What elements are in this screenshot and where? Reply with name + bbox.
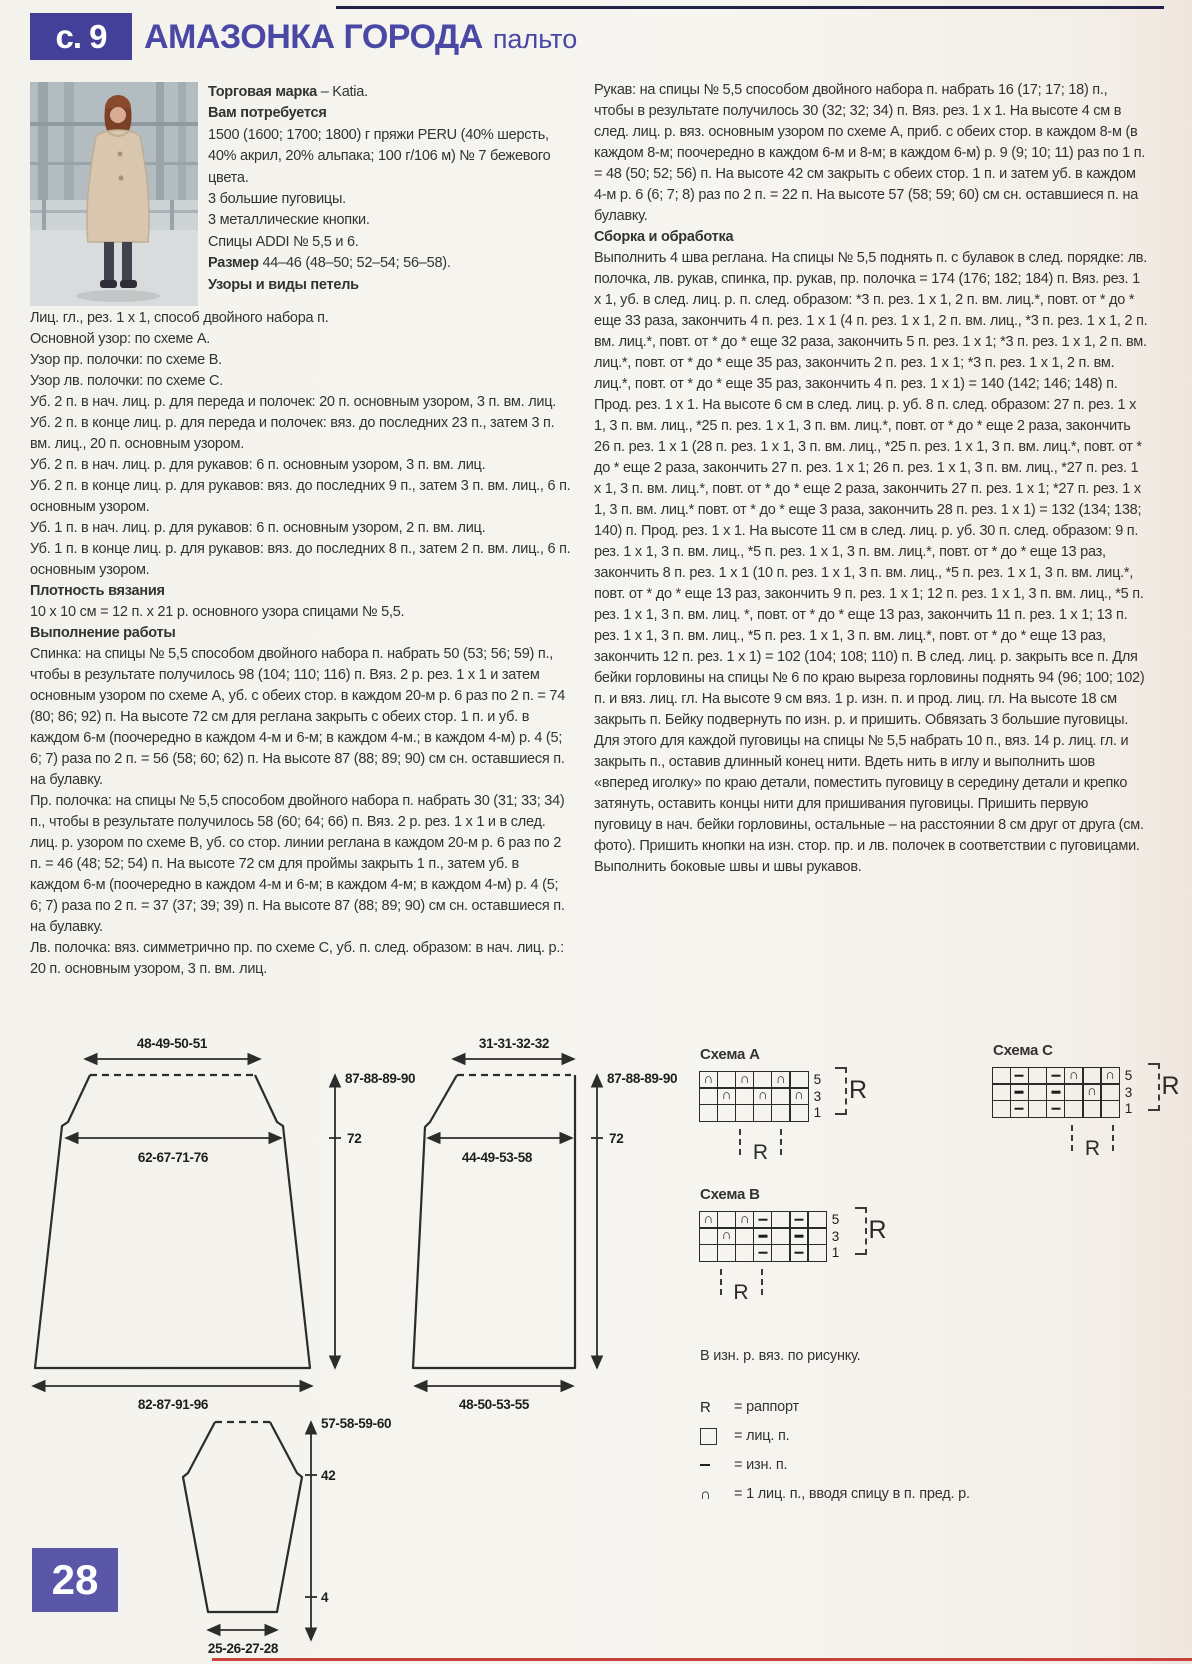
- arc-symbol-icon: ∩: [700, 1485, 711, 1503]
- rapport-letter: R: [1161, 1072, 1180, 1100]
- pattern-line: Лиц. гл., рез. 1 х 1, способ двойного набора п.: [30, 310, 329, 326]
- back-mid-width-label: 62-67-71-76: [137, 1150, 209, 1165]
- chart-cell: [789, 1211, 809, 1229]
- chart-a: [700, 1046, 868, 1164]
- front-top-width-label: 31-31-32-32: [478, 1036, 550, 1051]
- chart-cell: [753, 1244, 773, 1262]
- chart-cell: [717, 1244, 737, 1262]
- legend-item: [700, 1398, 1130, 1416]
- assembly-heading: Сборка и обработка: [594, 229, 734, 245]
- legend-item: [700, 1427, 1130, 1445]
- assembly-paragraph: Выполнить 4 шва реглана. На спицы № 5,5 поднять п. с булавок в след. порядке: лв. полочка, лв. рукав, спинка, пр. рукав, пр. полочка = 174 (176; 182; 184) п. Вяз. рез. 1 х 1, уб. в след. лиц. р. п. след. образом: *3 п. рез. 1 х 1, 2 п. вм. лиц.*, повт. от * до * еще 33 раза, закончить 4 п. рез. 1 х 1 (4 п. рез. 1 х 1, 2 п. вм. лиц., *3 п. рез. 1 х 1, 2 п. вм. лиц.*, повт. от * до * еще 32 раза, закончить 5 п. рез. 1 х 1; *3 п. рез. 1 х 1, 2 п. вм. лиц.*, повт. от * до * еще 35 раз, закончить 2 п. рез. 1 х 1; *3 п. рез. 1 х 1, 2 п. вм. лиц.*, повт. от * до * еще 35 раз, закончить 4 п. рез. 1 х 1) = 140 (142; 146; 148) п. Прод. рез. 1 х 1. На высоте 6 см в след. лиц. р. уб. 8 п. след. образом: 27 п. рез. 1 х 1, 3 п. вм. лиц., *25 п. рез. 1 х 1, 3 п. вм. лиц.*, повт. от * до * еще 2 раза, закончить 26 п. рез. 1 х 1 (28 п. рез. 1 х 1, 3 п. вм. лиц., *25 п. рез. 1 х 1, 3 п. вм. лиц.*, повт. от * до * еще 2 раза, закончить 27 п. рез. 1 х 1; 26 п. рез. 1 х 1, 3 п. вм. лиц., *27 п. рез. 1 х 1, 3 п. вм. лиц.*, повт. от * до * еще 2 раза, закончить 27 п. рез. 1 х 1; *27 п. рез. 1 х 1, 3 п. вм. лиц.* повт. от * до * еще 3 раза, закончить 28 п. рез. 1 х 1) = 132 (134; 138; 140) п. Прод. рез. 1 х 1. На высоте 11 см в след. лиц. р. уб. 30 п. след. образом: 9 п. рез. 1 х 1, 3 п. вм. лиц., *5 п. рез. 1 х 1, 3 п. вм. лиц.*, повт. от * до * еще 13 раз, закончить 8 п. рез. 1 х 1 (10 п. рез. 1 х 1, 3 п. вм. лиц., *5 п. рез. 1 х 1, 3 п. вм. лиц.*, повт. от * до * еще 13 раз, закончить 9 п. рез. 1 х 1; 12 п. рез. 1 х 1, 3 п. вм. лиц., *5 п. рез. 1 х 1, 3 п. вм. лиц. *, повт. от * до * еще 13 раз, закончить 11 п. рез. 1 х 1; 13 п. рез. 1 х 1, 3 п. вм. лиц., *5 п. рез. 1 х 1, 3 п. вм. лиц.*, повт. от * до * еще 13 раз, закончить 12 п. рез. 1 х 1) = 102 (104; 108; 110) п. В след. лиц. р. закрыть все п. Для бейки горловины на спицы № 6 по краю выреза горловины поднять 94 (96; 100; 102) п. и вяз. лиц. гл. На высоте 9 см вяз. 1 р. изн. п. и прод. лиц. гл. На высоте 18 см закрыть п. Бейку подвернуть по изн. р. и пришить. Обвязать 3 большие пуговицы. Для этого для каждой пуговицы на спицы № 5,5 набрать 10 п., вяз. 14 р. лиц. гл. и закрыть п., оставив длинный конец нити. Вдеть нить в иглу и выполнить шов «вперед иголку» по краю детали, поместить пуговицу в середину детали и крепко затянуть, оставить концы нити для пришивания пуговицы. Пришить первую пуговицу в нач. бейки горловины, остальные – на расстоянии 8 см друг от друга (см. фото). Пришить кнопки на изн. стор. пр. и лв. полочек в соответствии с пуговицами. Выполнить боковые швы и швы рукавов.: [594, 250, 1148, 875]
- material-line: 3 большие пуговицы.: [208, 191, 346, 208]
- pattern-line: Узор пр. полочки: по схеме В.: [30, 352, 222, 368]
- chart-b-grid: [700, 1210, 887, 1304]
- pattern-definitions: [30, 308, 572, 581]
- pattern-line: Основной узор: по схеме А.: [30, 331, 211, 347]
- chart-cell: ∩: [735, 1071, 755, 1089]
- chart-row-number: 5: [1124, 1068, 1133, 1084]
- chart-cell: [1082, 1100, 1102, 1118]
- materials-list: [208, 82, 572, 306]
- chart-cell: [735, 1104, 755, 1122]
- rapport-letter: R: [849, 1076, 868, 1104]
- pattern-line: Узор лв. полочки: по схеме С.: [30, 373, 223, 389]
- chart-cell: [992, 1083, 1012, 1101]
- chart-legend: [700, 1348, 1130, 1514]
- rapport-letter: R: [752, 1141, 769, 1164]
- pattern-line: Уб. 2 п. в конце лиц. р. для переда и полочек: вяз. до последних 23 п., затем 3 п. вм. лиц., 20 п. основным узором.: [30, 415, 555, 452]
- chart-cell: [1046, 1067, 1066, 1085]
- chart-c-title: Схема С: [993, 1042, 1053, 1059]
- back-piece-schematic: [33, 1036, 415, 1412]
- back-body-height-label: 72: [347, 1131, 362, 1146]
- rapport-bracket-right: [1148, 1063, 1160, 1111]
- page-title: АМАЗОНКА ГОРОДА: [144, 18, 483, 56]
- model-photo: [30, 82, 198, 306]
- material-line: 1500 (1600; 1700; 1800) г пряжи PERU (40% шерсть, 40% акрил, 20% альпака; 100 г/106 м) № 7 бежевого цвета.: [208, 126, 551, 186]
- chart-cell: [1010, 1083, 1030, 1101]
- gauge-heading: Плотность вязания: [30, 583, 165, 599]
- left-column: [30, 82, 572, 980]
- chart-row-number: 5: [831, 1212, 840, 1228]
- chart-cell: ∩: [1082, 1083, 1102, 1101]
- chart-cell: [735, 1087, 755, 1105]
- dash-symbol-icon: [700, 1464, 724, 1467]
- letter-symbol-icon: R: [700, 1398, 711, 1416]
- need-heading: Вам потребуется: [208, 105, 327, 122]
- rapport-bracket-bottom: [720, 1269, 763, 1304]
- chart-cell: [1100, 1100, 1120, 1118]
- size-label: Размер: [208, 255, 259, 272]
- chart-c-grid: [993, 1066, 1180, 1160]
- chart-cell: [1010, 1100, 1030, 1118]
- materials-lines: [208, 125, 572, 253]
- chart-cell: [1100, 1083, 1120, 1101]
- chart-cell: ∩: [1064, 1067, 1084, 1085]
- work-paragraphs: [30, 644, 572, 980]
- chart-row-number: 1: [1124, 1101, 1133, 1117]
- chart-cell: ∩: [717, 1227, 737, 1245]
- chart-c: [993, 1042, 1180, 1160]
- chart-cell: [1046, 1083, 1066, 1101]
- back-bottom-width-label: 82-87-91-96: [137, 1397, 209, 1412]
- chart-cell: ∩: [735, 1211, 755, 1229]
- sleeve-paragraph: Рукав: на спицы № 5,5 способом двойного набора п. набрать 16 (17; 17; 18) п., чтобы в результате получилось 30 (32; 32; 34) п. Вяз. рез. 1 х 1. На высоте 4 см в след. лиц. р. вяз. основным узором по схеме А, приб. с обеих стор. в каждом 8-м (в каждом 8-м; поочередно в каждом 6-м и 8-м; в каждом 6-м) р. 9 (9; 10; 11) раз по 1 п. = 48 (50; 52; 56) п. На высоте 42 см закрыть с обеих стор. 1 п. и затем уб. в каждом 4-м р. 6 (6; 7; 8) раз по 2 п. = 22 п. На высоте 57 (58; 59; 60) см сн. оставшиеся п. на булавку.: [594, 82, 1146, 224]
- legend-items: [700, 1398, 1130, 1503]
- rapport-letter: R: [1084, 1137, 1101, 1160]
- chart-b: [700, 1186, 887, 1304]
- right-column: [594, 80, 1148, 992]
- chart-row-number: 3: [1124, 1084, 1133, 1100]
- schematic-diagrams: [25, 990, 687, 1664]
- front-body-height-label: 72: [609, 1131, 624, 1146]
- sleeve-upper-height-label: 42: [321, 1468, 336, 1483]
- chart-cell: ∩: [771, 1071, 791, 1089]
- box-symbol-icon: [700, 1428, 724, 1445]
- front-bottom-width-label: 48-50-53-55: [458, 1397, 530, 1412]
- pattern-line: Уб. 1 п. в конце лиц. р. для рукавов: вяз. до последних 8 п., затем 2 п. вм. лиц., 6 п. основным узором.: [30, 541, 571, 578]
- rapport-bracket-bottom: [1071, 1125, 1114, 1160]
- chart-cell: [807, 1211, 827, 1229]
- chart-cell: [771, 1087, 791, 1105]
- pattern-line: Уб. 2 п. в нач. лиц. р. для рукавов: 6 п. основным узором, 3 п. вм. лиц.: [30, 457, 486, 473]
- work-paragraph: Пр. полочка: на спицы № 5,5 способом двойного набора п. набрать 30 (31; 33; 34) п., чтобы в результате получилось 58 (60; 64; 66) п. Вяз. 2 р. рез. 1 х 1 и в след. лиц. р. узором по схеме В, уб. со стор. линии реглана в каждом 20-м р. 6 раз по 2 п. = 46 (48; 52; 54) п. На высоте 72 см для проймы закрыть 1 п., затем уб. в каждом 6-м (поочередно в каждом 4-м и 6-м; в каждом 4-м; в каждом 4-м) р. 4 (5; 6; 7) раза по 2 п. = 37 (37; 39; 39) п. На высоте 87 (88; 89; 90) см сн. оставшиеся п. на булавку.: [30, 793, 565, 935]
- work-paragraph: Лв. полочка: вяз. симметрично пр. по схеме С, уб. п. след. образом: в нач. лиц. р.: 20 п. основным узором, 3 п. вм. лиц.: [30, 940, 564, 977]
- rapport-bracket-right: [835, 1067, 847, 1115]
- chart-cell: [992, 1100, 1012, 1118]
- legend-item-text: = раппорт: [734, 1399, 799, 1415]
- chart-cell: ∩: [699, 1071, 719, 1089]
- chart-cell: [1064, 1100, 1084, 1118]
- rapport-bracket-right: [855, 1207, 867, 1255]
- chart-cell: [1046, 1100, 1066, 1118]
- chart-cell: ∩: [753, 1087, 773, 1105]
- back-total-height-label: 87-88-89-90: [345, 1071, 416, 1086]
- page-ref-badge: с. 9: [30, 13, 132, 60]
- brand-line: Торговая марка – Katia.: [208, 84, 368, 100]
- chart-cell: [735, 1227, 755, 1245]
- pattern-line: Уб. 2 п. в нач. лиц. р. для переда и полочек: 20 п. основным узором, 3 п. вм. лиц.: [30, 394, 557, 410]
- sleeve-cuff-height-label: 4: [321, 1590, 329, 1605]
- chart-a-grid: [700, 1070, 868, 1164]
- chart-cell: [699, 1244, 719, 1262]
- chart-cell: [753, 1227, 773, 1245]
- chart-cell: [771, 1104, 791, 1122]
- chart-cell: [789, 1227, 809, 1245]
- front-total-height-label: 87-88-89-90: [607, 1071, 678, 1086]
- pattern-line: Уб. 2 п. в конце лиц. р. для рукавов: вяз. до последних 9 п., затем 3 п. вм. лиц., 6 п. основным узором.: [30, 478, 571, 515]
- chart-cell: ∩: [717, 1087, 737, 1105]
- page-header: [144, 18, 577, 57]
- chart-cell: [699, 1087, 719, 1105]
- front-piece-schematic: [413, 1036, 677, 1412]
- chart-cell: ∩: [789, 1087, 809, 1105]
- work-heading: Выполнение работы: [30, 625, 176, 641]
- chart-row-number: 1: [813, 1105, 822, 1121]
- gauge-text: 10 х 10 см = 12 п. х 21 р. основного узора спицами № 5,5.: [30, 604, 405, 620]
- page-number-badge: 28: [32, 1548, 118, 1612]
- chart-row-number: 1: [831, 1245, 840, 1261]
- chart-cell: [1028, 1067, 1048, 1085]
- chart-cell: ∩: [699, 1211, 719, 1229]
- material-line: 3 металлические кнопки.: [208, 212, 370, 229]
- legend-item-text: = лиц. п.: [734, 1428, 790, 1444]
- chart-b-title: Схема В: [700, 1186, 760, 1203]
- brand-label: Торговая марка: [208, 84, 317, 100]
- chart-cell: [699, 1227, 719, 1245]
- legend-item: [700, 1456, 1130, 1474]
- chart-a-title: Схема А: [700, 1046, 760, 1063]
- chart-cell: [699, 1104, 719, 1122]
- chart-cell: [992, 1067, 1012, 1085]
- top-rule: [336, 6, 1164, 9]
- rapport-letter: R: [868, 1216, 887, 1244]
- chart-row-number: 3: [813, 1088, 822, 1104]
- chart-cell: [789, 1244, 809, 1262]
- sleeve-schematic: [183, 1416, 391, 1656]
- material-line: Спицы ADDI № 5,5 и 6.: [208, 233, 359, 250]
- chart-cell: [807, 1227, 827, 1245]
- chart-cell: [753, 1104, 773, 1122]
- chart-row-number: 5: [813, 1072, 822, 1088]
- chart-cell: [753, 1211, 773, 1229]
- legend-item-text: = изн. п.: [734, 1457, 788, 1473]
- chart-cell: [771, 1244, 791, 1262]
- patterns-heading: Узоры и виды петель: [208, 276, 359, 293]
- chart-cell: [1010, 1067, 1030, 1085]
- sleeve-total-height-label: 57-58-59-60: [321, 1416, 392, 1431]
- rapport-bracket-bottom: [739, 1129, 782, 1164]
- sleeve-bottom-width-label: 25-26-27-28: [207, 1641, 279, 1656]
- chart-cell: [1028, 1100, 1048, 1118]
- chart-cell: ∩: [1100, 1067, 1120, 1085]
- size-line: Размер 44–46 (48–50; 52–54; 56–58).: [208, 255, 451, 272]
- pattern-line: Уб. 1 п. в нач. лиц. р. для рукавов: 6 п. основным узором, 2 п. вм. лиц.: [30, 520, 486, 536]
- chart-cell: [789, 1104, 809, 1122]
- page-subtitle: пальто: [492, 24, 578, 54]
- back-top-width-label: 48-49-50-51: [136, 1036, 208, 1051]
- chart-row-number: 3: [831, 1228, 840, 1244]
- rapport-letter: R: [733, 1281, 749, 1304]
- legend-item: [700, 1485, 1130, 1503]
- work-paragraph: Спинка: на спицы № 5,5 способом двойного набора п. набрать 50 (53; 56; 59) п., чтобы в результате получилось 98 (104; 110; 116) п. Вяз. 2 р. рез. 1 х 1 и затем основным узором по схеме А, уб. с обеих стор. в каждом 20-м р. 6 раз по 2 п. = 74 (80; 86; 92) п. На высоте 72 см для реглана закрыть с обеих стор. 1 п. и уб. в каждом 6-м (поочередно в каждом 4-м и 6-м; в каждом 4-м.; в каждом 4-м) р. 4 (5; 6; 7) раза по 2 п. = 56 (58; 60; 62) п. На высоте 87 (88; 89; 90) см сн. оставшиеся п. на булавку.: [30, 646, 566, 788]
- legend-note: В изн. р. вяз. по рисунку.: [700, 1348, 861, 1364]
- chart-cell: [1064, 1083, 1084, 1101]
- chart-cell: [717, 1104, 737, 1122]
- chart-cell: [807, 1244, 827, 1262]
- front-mid-width-label: 44-49-53-58: [461, 1150, 533, 1165]
- chart-cell: [735, 1244, 755, 1262]
- chart-cell: [771, 1211, 791, 1229]
- legend-item-text: = 1 лиц. п., вводя спицу в п. пред. р.: [734, 1486, 970, 1502]
- chart-cell: [771, 1227, 791, 1245]
- chart-cell: [1028, 1083, 1048, 1101]
